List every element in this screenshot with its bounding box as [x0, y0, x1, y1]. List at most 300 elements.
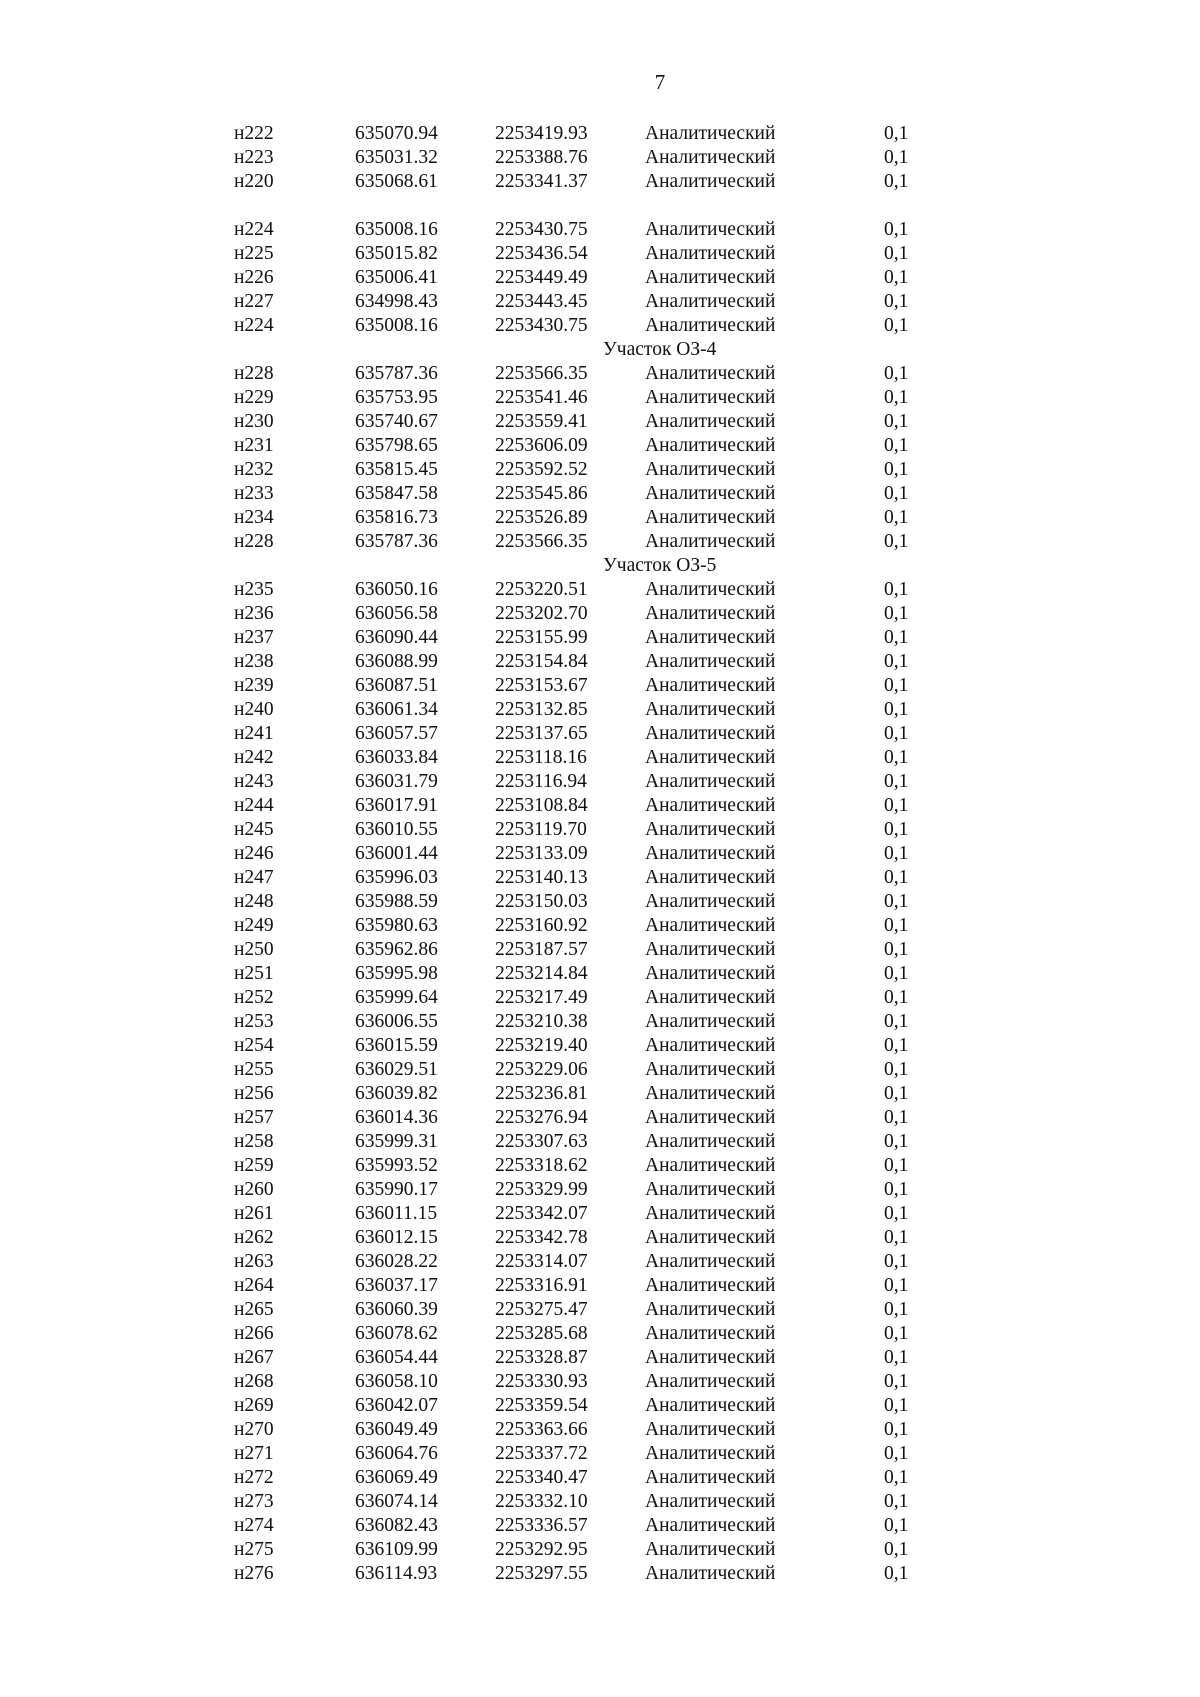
x-coordinate-cell: 635787.36 — [355, 363, 438, 384]
method-cell: Аналитический — [645, 411, 776, 432]
x-coordinate-cell: 636042.07 — [355, 1395, 438, 1416]
x-coordinate-cell: 635980.63 — [355, 915, 438, 936]
method-cell: Аналитический — [645, 915, 776, 936]
table-row — [0, 146, 1200, 170]
x-coordinate-cell: 636069.49 — [355, 1467, 438, 1488]
point-name-cell: н260 — [234, 1179, 274, 1200]
point-name-cell: н266 — [234, 1323, 274, 1344]
accuracy-cell: 0,1 — [884, 867, 909, 888]
accuracy-cell: 0,1 — [884, 747, 909, 768]
method-cell: Аналитический — [645, 1323, 776, 1344]
row-spacer — [0, 194, 1200, 218]
method-cell: Аналитический — [645, 483, 776, 504]
point-name-cell: н239 — [234, 675, 274, 696]
y-coordinate-cell: 2253137.65 — [495, 723, 588, 744]
y-coordinate-cell: 2253592.52 — [495, 459, 588, 480]
method-cell: Аналитический — [645, 795, 776, 816]
x-coordinate-cell: 635816.73 — [355, 507, 438, 528]
method-cell: Аналитический — [645, 579, 776, 600]
x-coordinate-cell: 635740.67 — [355, 411, 438, 432]
method-cell: Аналитический — [645, 987, 776, 1008]
accuracy-cell: 0,1 — [884, 1059, 909, 1080]
accuracy-cell: 0,1 — [884, 795, 909, 816]
table-row — [0, 482, 1200, 506]
table-row — [0, 722, 1200, 746]
table-row — [0, 602, 1200, 626]
accuracy-cell: 0,1 — [884, 387, 909, 408]
y-coordinate-cell: 2253342.78 — [495, 1227, 588, 1248]
accuracy-cell: 0,1 — [884, 1131, 909, 1152]
accuracy-cell: 0,1 — [884, 675, 909, 696]
accuracy-cell: 0,1 — [884, 483, 909, 504]
point-name-cell: н237 — [234, 627, 274, 648]
x-coordinate-cell: 636001.44 — [355, 843, 438, 864]
method-cell: Аналитический — [645, 1179, 776, 1200]
y-coordinate-cell: 2253285.68 — [495, 1323, 588, 1344]
y-coordinate-cell: 2253116.94 — [495, 771, 587, 792]
point-name-cell: н230 — [234, 411, 274, 432]
point-name-cell: н247 — [234, 867, 274, 888]
y-coordinate-cell: 2253526.89 — [495, 507, 588, 528]
point-name-cell: н275 — [234, 1539, 274, 1560]
x-coordinate-cell: 635999.64 — [355, 987, 438, 1008]
accuracy-cell: 0,1 — [884, 219, 909, 240]
accuracy-cell: 0,1 — [884, 1227, 909, 1248]
y-coordinate-cell: 2253307.63 — [495, 1131, 588, 1152]
method-cell: Аналитический — [645, 1227, 776, 1248]
y-coordinate-cell: 2253436.54 — [495, 243, 588, 264]
x-coordinate-cell: 636109.99 — [355, 1539, 438, 1560]
x-coordinate-cell: 636029.51 — [355, 1059, 438, 1080]
table-row — [0, 218, 1200, 242]
y-coordinate-cell: 2253140.13 — [495, 867, 588, 888]
accuracy-cell: 0,1 — [884, 1203, 909, 1224]
y-coordinate-cell: 2253328.87 — [495, 1347, 588, 1368]
section-title: Участок ОЗ-4 — [603, 339, 717, 360]
table-row — [0, 1106, 1200, 1130]
method-cell: Аналитический — [645, 1011, 776, 1032]
table-row — [0, 698, 1200, 722]
table-row — [0, 1274, 1200, 1298]
table-row — [0, 962, 1200, 986]
y-coordinate-cell: 2253214.84 — [495, 963, 588, 984]
method-cell: Аналитический — [645, 1083, 776, 1104]
accuracy-cell: 0,1 — [884, 123, 909, 144]
y-coordinate-cell: 2253314.07 — [495, 1251, 588, 1272]
table-row — [0, 1394, 1200, 1418]
method-cell: Аналитический — [645, 1515, 776, 1536]
method-cell: Аналитический — [645, 1491, 776, 1512]
table-row — [0, 986, 1200, 1010]
table-row — [0, 1130, 1200, 1154]
table-row — [0, 674, 1200, 698]
y-coordinate-cell: 2253275.47 — [495, 1299, 588, 1320]
y-coordinate-cell: 2253276.94 — [495, 1107, 588, 1128]
point-name-cell: н233 — [234, 483, 274, 504]
method-cell: Аналитический — [645, 267, 776, 288]
x-coordinate-cell: 635996.03 — [355, 867, 438, 888]
page-number: 7 — [654, 70, 666, 94]
y-coordinate-cell: 2253217.49 — [495, 987, 588, 1008]
point-name-cell: н231 — [234, 435, 274, 456]
method-cell: Аналитический — [645, 939, 776, 960]
accuracy-cell: 0,1 — [884, 291, 909, 312]
x-coordinate-cell: 636017.91 — [355, 795, 438, 816]
method-cell: Аналитический — [645, 1155, 776, 1176]
method-cell: Аналитический — [645, 867, 776, 888]
accuracy-cell: 0,1 — [884, 1563, 909, 1584]
accuracy-cell: 0,1 — [884, 459, 909, 480]
point-name-cell: н228 — [234, 531, 274, 552]
x-coordinate-cell: 635847.58 — [355, 483, 438, 504]
accuracy-cell: 0,1 — [884, 771, 909, 792]
accuracy-cell: 0,1 — [884, 1323, 909, 1344]
section-heading-row — [0, 554, 1200, 578]
table-row — [0, 1226, 1200, 1250]
method-cell: Аналитический — [645, 1131, 776, 1152]
method-cell: Аналитический — [645, 723, 776, 744]
method-cell: Аналитический — [645, 1563, 776, 1584]
point-name-cell: н224 — [234, 315, 274, 336]
accuracy-cell: 0,1 — [884, 1107, 909, 1128]
x-coordinate-cell: 636082.43 — [355, 1515, 438, 1536]
method-cell: Аналитический — [645, 1467, 776, 1488]
y-coordinate-cell: 2253316.91 — [495, 1275, 588, 1296]
table-row — [0, 1298, 1200, 1322]
accuracy-cell: 0,1 — [884, 1371, 909, 1392]
table-row — [0, 1466, 1200, 1490]
point-name-cell: н224 — [234, 219, 274, 240]
point-name-cell: н269 — [234, 1395, 274, 1416]
method-cell: Аналитический — [645, 123, 776, 144]
point-name-cell: н251 — [234, 963, 274, 984]
method-cell: Аналитический — [645, 747, 776, 768]
accuracy-cell: 0,1 — [884, 411, 909, 432]
method-cell: Аналитический — [645, 363, 776, 384]
point-name-cell: н271 — [234, 1443, 274, 1464]
point-name-cell: н265 — [234, 1299, 274, 1320]
y-coordinate-cell: 2253318.62 — [495, 1155, 588, 1176]
x-coordinate-cell: 636049.49 — [355, 1419, 438, 1440]
point-name-cell: н276 — [234, 1563, 274, 1584]
accuracy-cell: 0,1 — [884, 507, 909, 528]
point-name-cell: н223 — [234, 147, 274, 168]
point-name-cell: н227 — [234, 291, 274, 312]
x-coordinate-cell: 636014.36 — [355, 1107, 438, 1128]
method-cell: Аналитический — [645, 459, 776, 480]
table-row — [0, 1514, 1200, 1538]
method-cell: Аналитический — [645, 771, 776, 792]
accuracy-cell: 0,1 — [884, 1467, 909, 1488]
method-cell: Аналитический — [645, 1251, 776, 1272]
x-coordinate-cell: 636015.59 — [355, 1035, 438, 1056]
point-name-cell: н270 — [234, 1419, 274, 1440]
method-cell: Аналитический — [645, 1539, 776, 1560]
method-cell: Аналитический — [645, 1347, 776, 1368]
accuracy-cell: 0,1 — [884, 1491, 909, 1512]
table-row — [0, 362, 1200, 386]
point-name-cell: н255 — [234, 1059, 274, 1080]
method-cell: Аналитический — [645, 891, 776, 912]
x-coordinate-cell: 636114.93 — [355, 1563, 438, 1584]
y-coordinate-cell: 2253443.45 — [495, 291, 588, 312]
y-coordinate-cell: 2253153.67 — [495, 675, 588, 696]
y-coordinate-cell: 2253342.07 — [495, 1203, 588, 1224]
y-coordinate-cell: 2253155.99 — [495, 627, 588, 648]
y-coordinate-cell: 2253566.35 — [495, 363, 588, 384]
accuracy-cell: 0,1 — [884, 435, 909, 456]
method-cell: Аналитический — [645, 963, 776, 984]
table-row — [0, 314, 1200, 338]
point-name-cell: н273 — [234, 1491, 274, 1512]
point-name-cell: н225 — [234, 243, 274, 264]
x-coordinate-cell: 635068.61 — [355, 171, 438, 192]
point-name-cell: н229 — [234, 387, 274, 408]
table-row — [0, 770, 1200, 794]
y-coordinate-cell: 2253118.16 — [495, 747, 587, 768]
table-row — [0, 1418, 1200, 1442]
table-row — [0, 1058, 1200, 1082]
table-row — [0, 1490, 1200, 1514]
point-name-cell: н256 — [234, 1083, 274, 1104]
accuracy-cell: 0,1 — [884, 579, 909, 600]
x-coordinate-cell: 635070.94 — [355, 123, 438, 144]
point-name-cell: н232 — [234, 459, 274, 480]
accuracy-cell: 0,1 — [884, 1155, 909, 1176]
section-title: Участок ОЗ-5 — [603, 555, 717, 576]
point-name-cell: н242 — [234, 747, 274, 768]
table-row — [0, 386, 1200, 410]
point-name-cell: н234 — [234, 507, 274, 528]
method-cell: Аналитический — [645, 435, 776, 456]
method-cell: Аналитический — [645, 147, 776, 168]
point-name-cell: н235 — [234, 579, 274, 600]
method-cell: Аналитический — [645, 387, 776, 408]
x-coordinate-cell: 635008.16 — [355, 315, 438, 336]
x-coordinate-cell: 636078.62 — [355, 1323, 438, 1344]
x-coordinate-cell: 635990.17 — [355, 1179, 438, 1200]
y-coordinate-cell: 2253559.41 — [495, 411, 588, 432]
y-coordinate-cell: 2253297.55 — [495, 1563, 588, 1584]
y-coordinate-cell: 2253160.92 — [495, 915, 588, 936]
y-coordinate-cell: 2253330.93 — [495, 1371, 588, 1392]
x-coordinate-cell: 636090.44 — [355, 627, 438, 648]
y-coordinate-cell: 2253337.72 — [495, 1443, 588, 1464]
y-coordinate-cell: 2253202.70 — [495, 603, 588, 624]
accuracy-cell: 0,1 — [884, 1419, 909, 1440]
accuracy-cell: 0,1 — [884, 843, 909, 864]
point-name-cell: н254 — [234, 1035, 274, 1056]
accuracy-cell: 0,1 — [884, 1347, 909, 1368]
accuracy-cell: 0,1 — [884, 1035, 909, 1056]
accuracy-cell: 0,1 — [884, 315, 909, 336]
point-name-cell: н240 — [234, 699, 274, 720]
point-name-cell: н250 — [234, 939, 274, 960]
x-coordinate-cell: 636088.99 — [355, 651, 438, 672]
table-row — [0, 266, 1200, 290]
point-name-cell: н245 — [234, 819, 274, 840]
method-cell: Аналитический — [645, 1371, 776, 1392]
accuracy-cell: 0,1 — [884, 1539, 909, 1560]
point-name-cell: н253 — [234, 1011, 274, 1032]
table-row — [0, 242, 1200, 266]
table-row — [0, 122, 1200, 146]
table-row — [0, 866, 1200, 890]
x-coordinate-cell: 635995.98 — [355, 963, 438, 984]
accuracy-cell: 0,1 — [884, 987, 909, 1008]
table-row — [0, 1010, 1200, 1034]
x-coordinate-cell: 635999.31 — [355, 1131, 438, 1152]
method-cell: Аналитический — [645, 1395, 776, 1416]
method-cell: Аналитический — [645, 819, 776, 840]
accuracy-cell: 0,1 — [884, 1515, 909, 1536]
y-coordinate-cell: 2253119.70 — [495, 819, 587, 840]
accuracy-cell: 0,1 — [884, 651, 909, 672]
x-coordinate-cell: 636037.17 — [355, 1275, 438, 1296]
method-cell: Аналитический — [645, 291, 776, 312]
method-cell: Аналитический — [645, 315, 776, 336]
accuracy-cell: 0,1 — [884, 171, 909, 192]
y-coordinate-cell: 2253236.81 — [495, 1083, 588, 1104]
x-coordinate-cell: 635815.45 — [355, 459, 438, 480]
x-coordinate-cell: 636087.51 — [355, 675, 438, 696]
point-name-cell: н261 — [234, 1203, 274, 1224]
method-cell: Аналитический — [645, 171, 776, 192]
x-coordinate-cell: 636006.55 — [355, 1011, 438, 1032]
y-coordinate-cell: 2253229.06 — [495, 1059, 588, 1080]
accuracy-cell: 0,1 — [884, 891, 909, 912]
point-name-cell: н274 — [234, 1515, 274, 1536]
point-name-cell: н264 — [234, 1275, 274, 1296]
method-cell: Аналитический — [645, 843, 776, 864]
method-cell: Аналитический — [645, 243, 776, 264]
x-coordinate-cell: 635962.86 — [355, 939, 438, 960]
point-name-cell: н259 — [234, 1155, 274, 1176]
table-row — [0, 578, 1200, 602]
method-cell: Аналитический — [645, 1203, 776, 1224]
x-coordinate-cell: 636074.14 — [355, 1491, 438, 1512]
table-row — [0, 842, 1200, 866]
x-coordinate-cell: 636057.57 — [355, 723, 438, 744]
x-coordinate-cell: 636011.15 — [355, 1203, 438, 1224]
y-coordinate-cell: 2253430.75 — [495, 219, 588, 240]
table-row — [0, 746, 1200, 770]
y-coordinate-cell: 2253340.47 — [495, 1467, 588, 1488]
x-coordinate-cell: 636031.79 — [355, 771, 438, 792]
point-name-cell: н228 — [234, 363, 274, 384]
y-coordinate-cell: 2253430.75 — [495, 315, 588, 336]
point-name-cell: н226 — [234, 267, 274, 288]
method-cell: Аналитический — [645, 651, 776, 672]
x-coordinate-cell: 636056.58 — [355, 603, 438, 624]
x-coordinate-cell: 634998.43 — [355, 291, 438, 312]
table-row — [0, 290, 1200, 314]
accuracy-cell: 0,1 — [884, 723, 909, 744]
method-cell: Аналитический — [645, 1443, 776, 1464]
x-coordinate-cell: 636054.44 — [355, 1347, 438, 1368]
x-coordinate-cell: 636050.16 — [355, 579, 438, 600]
point-name-cell: н246 — [234, 843, 274, 864]
table-row — [0, 1442, 1200, 1466]
point-name-cell: н267 — [234, 1347, 274, 1368]
point-name-cell: н272 — [234, 1467, 274, 1488]
point-name-cell: н243 — [234, 771, 274, 792]
y-coordinate-cell: 2253566.35 — [495, 531, 588, 552]
table-row — [0, 818, 1200, 842]
x-coordinate-cell: 635988.59 — [355, 891, 438, 912]
y-coordinate-cell: 2253336.57 — [495, 1515, 588, 1536]
accuracy-cell: 0,1 — [884, 1443, 909, 1464]
point-name-cell: н263 — [234, 1251, 274, 1272]
accuracy-cell: 0,1 — [884, 363, 909, 384]
y-coordinate-cell: 2253132.85 — [495, 699, 588, 720]
point-name-cell: н220 — [234, 171, 274, 192]
table-row — [0, 626, 1200, 650]
table-row — [0, 1250, 1200, 1274]
point-name-cell: н249 — [234, 915, 274, 936]
x-coordinate-cell: 636012.15 — [355, 1227, 438, 1248]
method-cell: Аналитический — [645, 1035, 776, 1056]
accuracy-cell: 0,1 — [884, 603, 909, 624]
y-coordinate-cell: 2253187.57 — [495, 939, 588, 960]
method-cell: Аналитический — [645, 1275, 776, 1296]
method-cell: Аналитический — [645, 699, 776, 720]
accuracy-cell: 0,1 — [884, 531, 909, 552]
x-coordinate-cell: 636060.39 — [355, 1299, 438, 1320]
accuracy-cell: 0,1 — [884, 627, 909, 648]
method-cell: Аналитический — [645, 1059, 776, 1080]
x-coordinate-cell: 636033.84 — [355, 747, 438, 768]
table-row — [0, 1202, 1200, 1226]
x-coordinate-cell: 636028.22 — [355, 1251, 438, 1272]
y-coordinate-cell: 2253220.51 — [495, 579, 588, 600]
accuracy-cell: 0,1 — [884, 1179, 909, 1200]
x-coordinate-cell: 635015.82 — [355, 243, 438, 264]
table-row — [0, 914, 1200, 938]
accuracy-cell: 0,1 — [884, 1011, 909, 1032]
y-coordinate-cell: 2253419.93 — [495, 123, 588, 144]
accuracy-cell: 0,1 — [884, 1251, 909, 1272]
table-row — [0, 1370, 1200, 1394]
y-coordinate-cell: 2253210.38 — [495, 1011, 588, 1032]
table-row — [0, 1322, 1200, 1346]
section-heading-row — [0, 338, 1200, 362]
accuracy-cell: 0,1 — [884, 915, 909, 936]
point-name-cell: н244 — [234, 795, 274, 816]
accuracy-cell: 0,1 — [884, 1275, 909, 1296]
y-coordinate-cell: 2253292.95 — [495, 1539, 588, 1560]
method-cell: Аналитический — [645, 1299, 776, 1320]
x-coordinate-cell: 635798.65 — [355, 435, 438, 456]
table-row — [0, 1082, 1200, 1106]
table-row — [0, 1346, 1200, 1370]
y-coordinate-cell: 2253332.10 — [495, 1491, 588, 1512]
y-coordinate-cell: 2253388.76 — [495, 147, 588, 168]
point-name-cell: н258 — [234, 1131, 274, 1152]
x-coordinate-cell: 635008.16 — [355, 219, 438, 240]
method-cell: Аналитический — [645, 1107, 776, 1128]
method-cell: Аналитический — [645, 531, 776, 552]
y-coordinate-cell: 2253154.84 — [495, 651, 588, 672]
x-coordinate-cell: 635993.52 — [355, 1155, 438, 1176]
accuracy-cell: 0,1 — [884, 939, 909, 960]
accuracy-cell: 0,1 — [884, 1083, 909, 1104]
y-coordinate-cell: 2253341.37 — [495, 171, 588, 192]
y-coordinate-cell: 2253219.40 — [495, 1035, 588, 1056]
accuracy-cell: 0,1 — [884, 819, 909, 840]
point-name-cell: н241 — [234, 723, 274, 744]
method-cell: Аналитический — [645, 675, 776, 696]
